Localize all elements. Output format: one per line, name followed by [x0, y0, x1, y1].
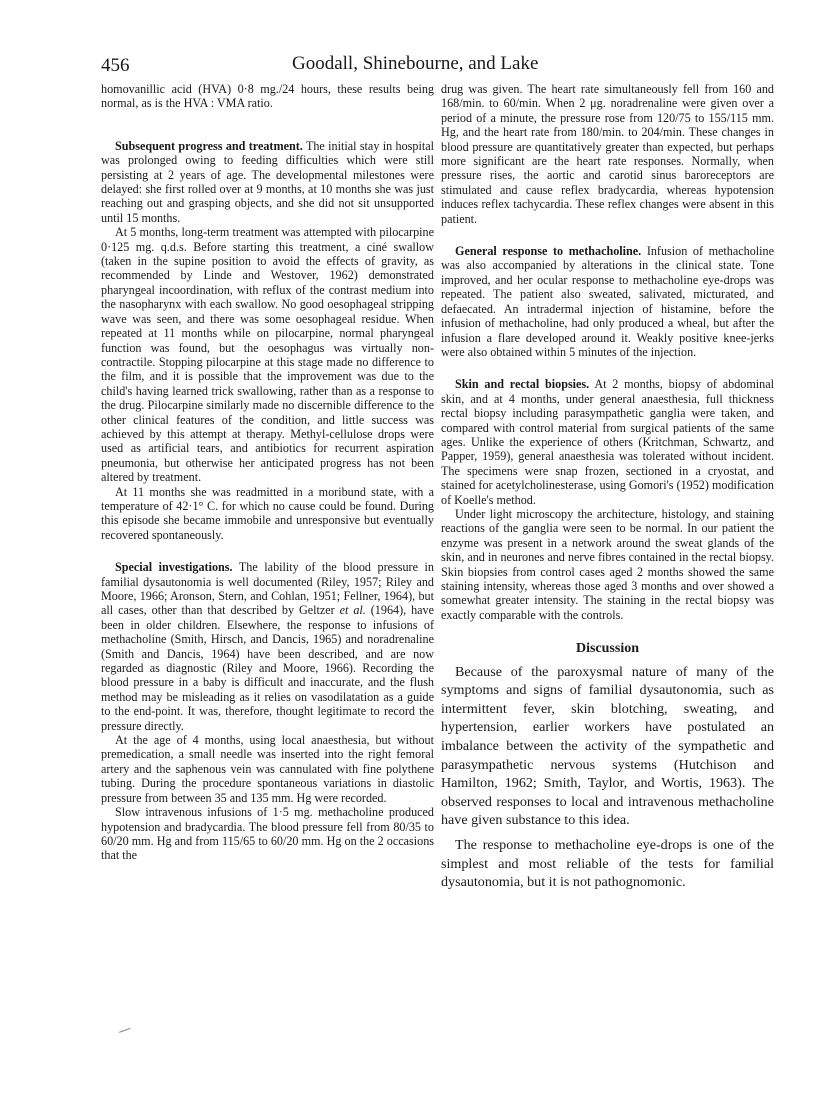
- et-al: et al.: [339, 603, 366, 618]
- biopsies-heading: Skin and rectal biopsies.: [455, 377, 590, 392]
- continuation-paragraph: homovanillic acid (HVA) 0·8 mg./24 hours, these results being normal, as is the HVA : VMA ratio.: [101, 82, 434, 111]
- methacholine-text: Infusion of methacholine was also accompanied by alterations in the clinical state. Tone improved, and her ocular response to methacholine eye-drops was repeated. The patient also sweated, salivated, micturated, and defaecated. An intradermal injection of histamine, before the infusion of methacholine, had only produced a wheal, but after the infusion a flare developed around it. Weakly positive knee-jerks were also obtained within 5 minutes of the injection.: [441, 244, 774, 359]
- investigations-paragraph-1: [101, 560, 434, 733]
- investigations-paragraph-2: At the age of 4 months, using local anaesthesia, but without premedication, a small needle was inserted into the right femoral artery and the saphenous vein was cannulated with fine polythene tubing. During the procedure spontaneous variations in diastolic pressure from between 35 and 135 mm. Hg were recorded.: [101, 733, 434, 805]
- progress-heading: Subsequent progress and treatment.: [115, 138, 303, 153]
- investigations-text-1a: The lability of the blood pressure in familial dysautonomia is well documented (Riley, 1957; Riley and Moore, 1966; Aronson, Stern, and Cohlan, 1951; Fellner, 1964), but all cases, other than that described by Geltzer: [101, 560, 434, 618]
- discussion-paragraph-1: Because of the paroxysmal nature of many of the symptoms and signs of familial dysautonomia, such as intermittent fever, skin blotching, sweating, and hypertension, earlier workers have postulated an imbalance between the activity of the sympathetic and parasympathetic nervous systems (Hutchison and Hamilton, 1962; Smith, Taylor, and Wortis, 1963). The observed responses to local and intravenous methacholine have given substance to this idea.: [441, 663, 774, 829]
- biopsies-paragraph-1: [441, 377, 774, 507]
- discussion-heading: Discussion: [575, 641, 640, 657]
- investigations-paragraph-3: Slow intravenous infusions of 1·5 mg. methacholine produced hypotension and bradycardia. The blood pressure fell from 80/35 to 60/20 mm. Hg and from 115/65 to 60/20 mm. Hg on the 2 occasions that the: [101, 805, 434, 863]
- right-continuation-paragraph: drug was given. The heart rate simultaneously fell from 160 and 168/min. to 60/min. When 2 μg. noradrenaline were given over a period of a minute, the pressure rose from 120/75 to 155/115 mm. Hg, and the heart rate from 180/min. to 204/min. These changes in blood pressure are quantitatively greater than expected, but perhaps more significant are the heart rate responses. Normally, when pressure rises, the aortic and carotid sinus baroreceptors are stimulated and cause reflex bradycardia, whereas hypotension induces reflex tachycardia. These reflex changes were absent in this patient.: [441, 82, 774, 226]
- discussion-body: [441, 663, 774, 892]
- page-number: 456: [101, 55, 130, 76]
- progress-paragraph-2: At 5 months, long-term treatment was attempted with pilocarpine 0·125 mg. q.d.s. Before starting this treatment, a ciné swallow (taken in the supine position to avoid the effects of gravity, as recommended by Linde and Westover, 1962) demonstrated pharyngeal incoordination, with reflux of the contrast medium into the nasopharynx with each swallow. No good oesophageal stripping wave was seen, and there was some oesophageal residue. When repeated at 11 months while on pilocarpine, normal pharyngeal function was found, but the oesophagus was virtually non-contractile. Stopping pilocarpine at this stage made no difference to the film, and it is possible that the improvement was due to the child's having learned trick swallowing, rather than as a response to the drug. Pilocarpine similarly made no discernible difference to the other clinical features of the condition, and little success was achieved by this attempt at therapy. Methyl-cellulose drops were used as artificial tears, and antibiotics for recurrent aspiration pneumonia, but otherwise her anticipated progress has not been altered by treatment.: [101, 225, 434, 485]
- biopsies-text-1: At 2 months, biopsy of abdominal skin, and at 4 months, under general anaesthesia, full thickness rectal biopsy including parasympathetic ganglia were taken, and compared with control material from surgical patients of the same ages. Unlike the experience of others (Kritchman, Schwartz, and Papper, 1959), general anaesthesia was tolerated without incident. The specimens were snap frozen, sectioned in a cryostat, and stained for acetylcholinesterase, using Gomori's (1952) modification of Koelle's method.: [441, 377, 775, 507]
- progress-paragraph-3: At 11 months she was readmitted in a moribund state, with a temperature of 42·1° C. for which no cause could be found. During this episode she became immobile and unresponsive but eventually recovered spontaneously.: [101, 484, 434, 542]
- methacholine-heading: General response to methacholine.: [455, 244, 642, 259]
- biopsies-paragraph-2: Under light microscopy the architecture, histology, and staining reactions of the ganglia were seen to be normal. In our patient the enzyme was present in a network around the sweat glands of the skin, and in neurones and nerve fibres contained in the rectal biopsy. Skin biopsies from control cases aged 2 months showed the same staining intensity, whereas those aged 3 months and over showed a somewhat greater intensity. The staining in the rectal biopsy was exactly comparable with the controls.: [441, 506, 774, 622]
- investigations-heading: Special investigations.: [115, 560, 233, 575]
- running-head: Goodall, Shinebourne, and Lake: [292, 53, 539, 74]
- progress-paragraph-1: [101, 139, 434, 225]
- methacholine-paragraph: [441, 244, 774, 359]
- investigations-text-1b: (1964), have been in older children. Elsewhere, the response to infusions of methacholine (Smith, Hirsch, and Dancis, 1965) and noradrenaline (Smith and Dancis, 1964) have been described, and are now regarded as diagnostic (Riley and Moore, 1966). Recording the blood pressure in a baby is difficult and inaccurate, and the flush method may be misleading as it relies on vasodilatation as a guide to the end-point. It was, therefore, thought legitimate to record the pressure directly.: [101, 603, 435, 733]
- progress-text-1: The initial stay in hospital was prolonged owing to feeding difficulties which were still persisting at 2 years of age. The developmental milestones were delayed: she first rolled over at 9 months, at 10 months she was just reaching out and grasping objects, and she did not sit unsupported until 15 months.: [101, 138, 434, 225]
- left-column: [101, 82, 434, 863]
- right-column: [441, 82, 774, 892]
- discussion-paragraph-2: The response to methacholine eye-drops is one of the simplest and most reliable of the tests for familial dysautonomia, but it is not pathognomonic.: [441, 836, 774, 891]
- stray-mark: [117, 1023, 130, 1033]
